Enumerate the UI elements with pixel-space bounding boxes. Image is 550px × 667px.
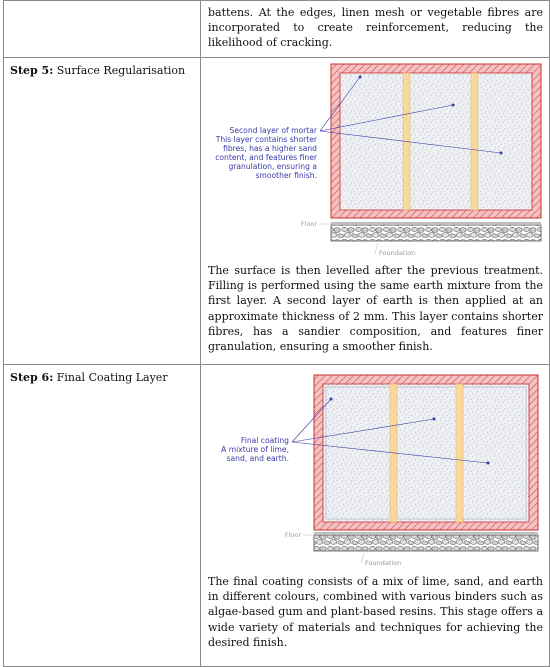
table-row (4, 1, 550, 58)
annotation (215, 126, 318, 180)
content-cell (201, 365, 550, 667)
foundation-gravel (314, 535, 538, 551)
annotation-line: A mixture of lime, (221, 445, 289, 454)
annotation-line: sand, and earth. (226, 454, 289, 463)
foundation-leader (361, 553, 364, 563)
table-row (4, 365, 550, 667)
step-label (4, 58, 200, 84)
step-paragraph: The surface is then levelled after the previous treatment. Filling is performed using the same earth mixture from the first layer. A second layer of earth is then applied at an approximate thickness of 2 mm. This layer contains shorter fibres, has a sandier composition, and features finer granulation, ensuring a smoother finish. (208, 264, 543, 354)
floor-label: Floor (284, 531, 301, 539)
wall-frame (314, 375, 538, 530)
step-title: Final Coating Layer (53, 371, 168, 384)
content-cell (201, 58, 550, 365)
label-cell (4, 365, 201, 667)
label-cell (4, 1, 201, 58)
wall-frame (331, 64, 541, 218)
annotation-line: Final coating (240, 436, 289, 445)
steps-table (3, 0, 550, 667)
annotation-line: smoother finish. (255, 171, 317, 180)
foundation-label: Foundation (379, 249, 416, 257)
label-cell (4, 58, 201, 365)
step-number: Step 5: (10, 64, 54, 77)
annotation-line: content, and features finer (215, 153, 317, 162)
annotation-line: Second layer of mortar (229, 126, 317, 135)
content-cell (201, 1, 550, 58)
foundation-leader (375, 243, 378, 254)
wall-section-figure (201, 365, 547, 572)
step-label (4, 365, 200, 391)
annotation-line: fibres, has a higher sand (223, 144, 317, 153)
step-number: Step 6: (10, 371, 54, 384)
annotation (221, 436, 289, 463)
foundation-gravel (331, 225, 541, 241)
wall-section-figure (201, 58, 547, 261)
annotation-line: This layer contains shorter (215, 135, 317, 144)
step-paragraph: The final coating consists of a mix of lime, sand, and earth in different colours, combined with various binders such as algae-based gum and plant-based resins. This stage offers a wide variety of materials and techniques for achieving the desired finish. (208, 575, 543, 649)
step-title: Surface Regularisation (53, 64, 186, 77)
intro-paragraph: battens. At the edges, linen mesh or vegetable fibres are incorporated to create reinforcement, reducing the likelihood of cracking. (208, 6, 543, 50)
annotation-line: granulation, ensuring a (228, 162, 317, 171)
wood-batten (471, 73, 478, 210)
foundation-label: Foundation (365, 559, 402, 567)
wood-batten (456, 384, 463, 522)
table-row (4, 58, 550, 365)
floor-label: Floor (300, 220, 317, 228)
